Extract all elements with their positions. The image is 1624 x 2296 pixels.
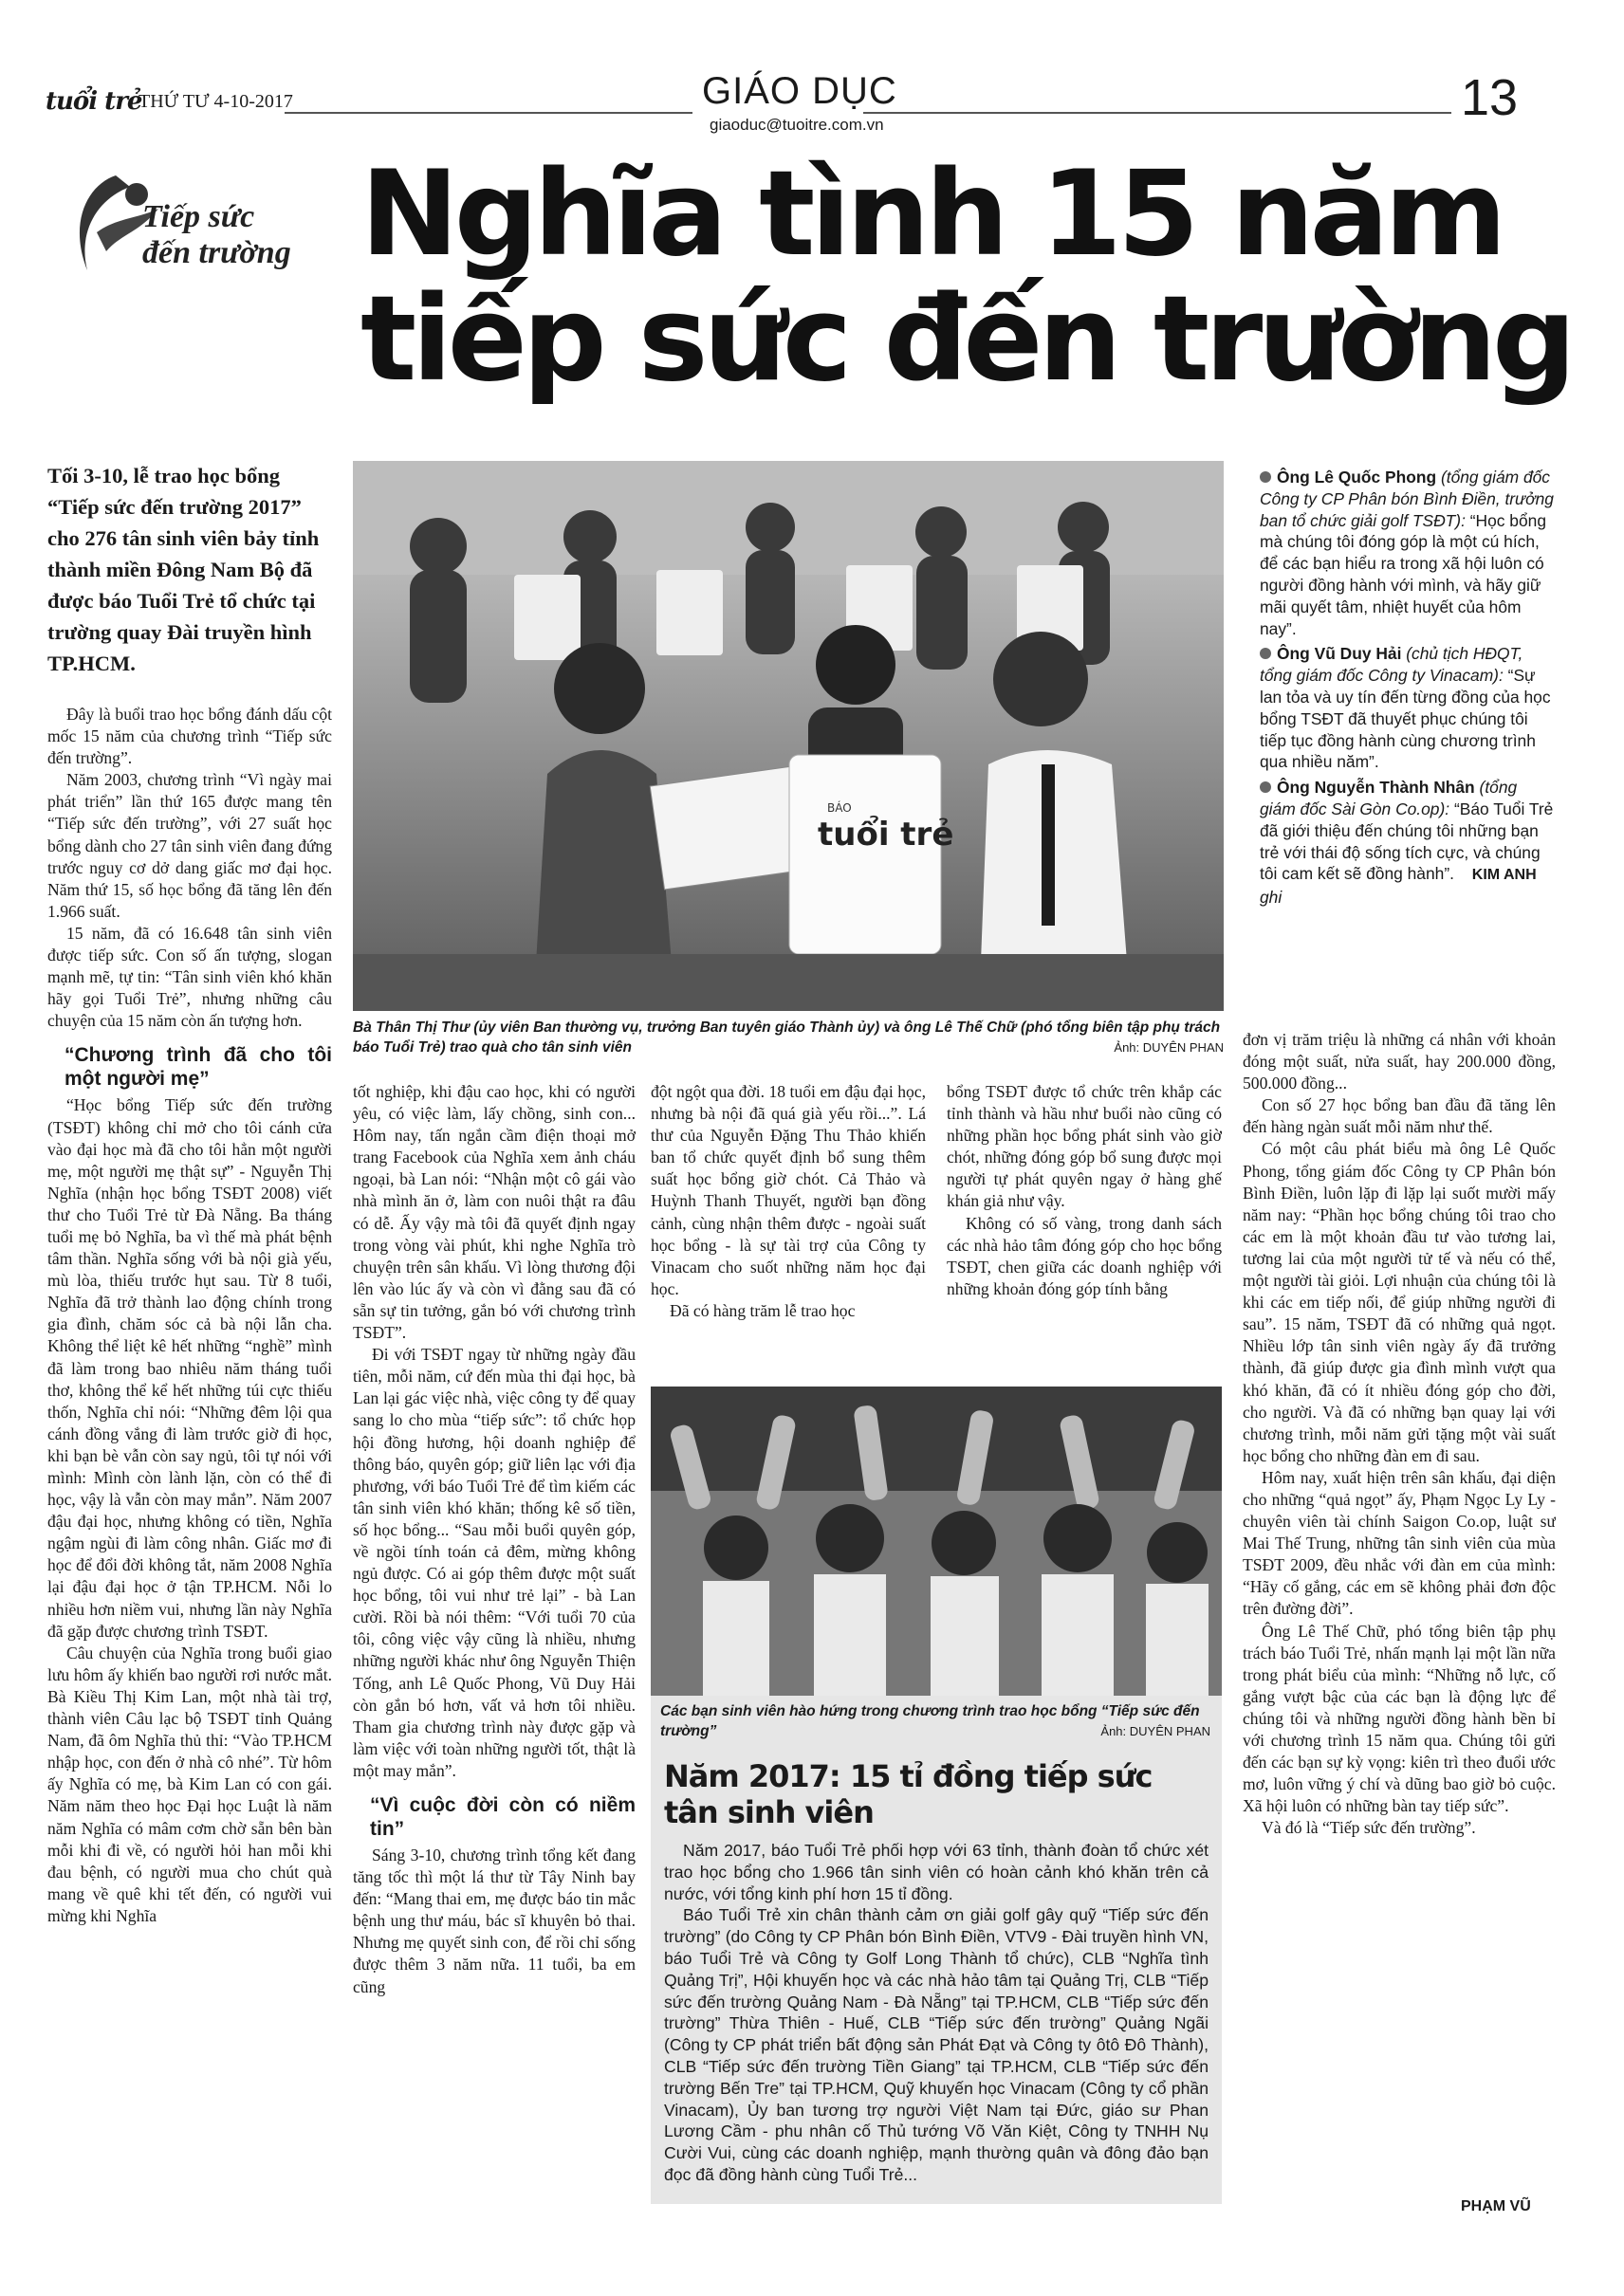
photo1-caption-text: Bà Thân Thị Thư (ủy viên Ban thường vụ, trưởng Ban tuyên giáo Thành ủy) và ông Lê Thế Chữ (phó tổng biên tập phụ trách báo Tuổi Trẻ) trao quà cho tân sinh viên [353, 1019, 1221, 1056]
paragraph: Không có số vàng, trong danh sách các nhà hảo tâm đóng góp cho học bổng TSĐT, chen giữa các doanh nghiệp với những khoản đóng góp tính bằng [947, 1213, 1222, 1298]
logo-line2: đến trường [142, 235, 291, 270]
quote-text: “Báo Tuổi Trẻ đã giới thiệu đến chúng tôi những bạn trẻ với thái độ sống tích cực, và chúng tôi cam kết sẽ đồng hành”. [1260, 799, 1554, 884]
paragraph: Ông Lê Thế Chữ, phó tổng biên tập phụ trách báo Tuổi Trẻ, nhấn mạnh lại một lần nữa trong phát biểu của mình: “Những nỗ lực, cố gắng vượt bậc của các bạn là động lực để chúng tôi và những người đồng hành bền bỉ với chương trình 15 năm qua. Chúng tôi gửi đến các bạn sự kỳ vọng: kiên trì theo đuổi ước mơ, luôn vững ý chí và dũng bao giờ bỏ cuộc. Xã hội luôn có những bàn tay tiếp sức”. [1243, 1621, 1556, 1816]
quote-item [1260, 777, 1554, 909]
paragraph: tốt nghiệp, khi đậu cao học, khi có người yêu, có việc làm, lấy chồng, sinh con... Hôm nay, tấn ngắn cầm điện thoại mở trang Facebook của Nghĩa xem ảnh cháu ngoại, bà Lan nói: “Nhận một cô gái vào nhà mình ăn ở, làm con nuôi thật ra đâu có dễ. Ấy vậy mà tôi đã quyết định ngay trong vòng vài phút, khi nghe Nghĩa trò chuyện trên sân khấu. Vì lòng thương đội lên vào lúc ấy và còn vì đằng sau đã có sẵn sự tin tưởng, gắn bó với chương trình TSĐT”. [353, 1082, 636, 1343]
article-column-3 [651, 1081, 926, 1375]
quotes-byline-suffix: ghi [1260, 888, 1283, 908]
headline-line1: Nghĩa tình 15 năm [360, 146, 1503, 283]
bullet-dot-icon [1260, 648, 1271, 659]
paragraph: Đây là buổi trao học bổng đánh dấu cột mốc 15 năm của chương trình “Tiếp sức đến trường”. [47, 705, 332, 768]
sidebar-box [651, 1387, 1222, 2204]
article-byline: PHẠM VŨ [1461, 2198, 1531, 2214]
main-photo [353, 461, 1224, 1011]
photo1-caption [353, 1018, 1224, 1057]
subheading: “Chương trình đã cho tôi một người mẹ” [65, 1044, 332, 1091]
photo2-caption-text: Các bạn sinh viên hào hứng trong chương trình trao học bổng “Tiếp sức đến trường” [660, 1703, 1200, 1739]
headline-line2: tiếp sức đến trường [360, 271, 1572, 408]
paragraph: Con số 27 học bổng ban đầu đã tăng lên đến hàng ngàn suất mỗi năm như thế. [1243, 1095, 1556, 1137]
header-rule-right [863, 112, 1451, 114]
article-column-2 [353, 1081, 636, 2219]
campaign-logo-text [142, 199, 291, 271]
quote-text: “Học bổng mà chúng tôi đóng góp là một cú hích, để các bạn hiểu ra trong xã hội luôn có người đồng hành với mình, và hãy giữ mãi quyết tâm, nhiệt huyết của hôm nay”. [1260, 510, 1546, 638]
photo1-credit: Ảnh: DUYÊN PHAN [1114, 1040, 1224, 1055]
lead-paragraph: Tối 3-10, lễ trao học bổng “Tiếp sức đến trường 2017” cho 276 tân sinh viên bảy tỉnh thành miền Đông Nam Bộ đã được báo Tuổi Trẻ tổ chức tại trường quay Đài truyền hình TP.HCM. [47, 464, 320, 675]
quote-title: (chủ tịch HĐQT, tổng giám đốc Công ty Vinacam): [1260, 644, 1523, 686]
headline [360, 146, 1594, 408]
paragraph: Và đó là “Tiếp sức đến trường”. [1262, 1818, 1476, 1838]
photo2-credit: Ảnh: DUYÊN PHAN [1100, 1724, 1210, 1738]
quotes-panel [1260, 467, 1554, 909]
quote-title: (tổng giám đốc Sài Gòn Co.op): [1260, 778, 1518, 818]
students-photo-illustration [651, 1387, 1222, 1696]
quote-item [1260, 643, 1554, 773]
section-email: giaoduc@tuoitre.com.vn [710, 116, 884, 134]
paragraph: đột ngột qua đời. 18 tuổi em đậu đại học, nhưng bà nội đã quá già yếu rồi...”. Lá thư của Nguyễn Đặng Thu Thảo khiến ban tổ chức quyết định bổ sung thêm suất học bổng giờ chót. Cả Thảo và Huỳnh Thanh Thuyết, người bạn đồng cảnh, cùng nhận thêm được - ngoài suất học bổng - là sự tài trợ của Công ty Vinacam cho suốt những năm học đại học. [651, 1082, 926, 1298]
header-rule-left [285, 112, 692, 114]
sidebar-body [664, 1840, 1209, 2186]
quote-name: Ông Nguyễn Thành Nhân [1277, 778, 1475, 798]
article-column-1 [47, 704, 332, 2221]
bullet-dot-icon [1260, 781, 1271, 793]
paragraph: Năm 2017, báo Tuổi Trẻ phối hợp với 63 tỉnh, thành đoàn tổ chức xét trao học bổng cho 1.966 tân sinh viên có hoàn cảnh khó khăn trên cả nước, với tổng kinh phí hơn 15 tỉ đồng. [664, 1841, 1209, 1903]
page-number: 13 [1461, 69, 1519, 126]
paragraph: 15 năm, đã có 16.648 tân sinh viên được tiếp sức. Con số ấn tượng, slogan mạnh mẽ, tự tin: “Tân sinh viên khó khăn hãy gọi Tuổi Trẻ”, nhưng những câu chuyện của 15 năm còn ấn tượng hơn. [47, 923, 332, 1031]
paragraph: bổng TSĐT được tổ chức trên khắp các tỉnh thành và hầu như buổi nào cũng có những phần học bổng phát sinh vào giờ chót, những đóng góp bổ sung được mọi người tự phát quyên ngay ở hàng ghế khán giả như vậy. [947, 1082, 1222, 1211]
issue-date: THỨ TƯ 4-10-2017 [138, 91, 293, 112]
quote-name: Ông Lê Quốc Phong [1277, 468, 1437, 487]
article-column-4 [947, 1081, 1222, 1375]
paragraph: Câu chuyện của Nghĩa trong buổi giao lưu hôm ấy khiến bao người rơi nước mắt. Bà Kiều Thị Kim Lan, một nhà tài trợ, thành viên Câu lạc bộ TSĐT tỉnh Quảng Nam, đã ôm Nghĩa thủ thỉ: “Vào TP.HCM nhập học, con đến ở nhà cô nhé”. Từ hôm ấy Nghĩa có mẹ, bà Kim Lan có con gái. Năm năm theo học Đại học Luật là năm năm Nghĩa có mâm cơm chờ sẵn bên bàn mỗi khi đi về, có người hỏi han mỗi khi đau bệnh, có người mua cho chút quà mang về quê khi tết đến, có người vui mừng khi Nghĩa [47, 1643, 332, 1925]
paragraph: Đi với TSĐT ngay từ những ngày đầu tiên, mỗi năm, cứ đến mùa thi đại học, bà Lan lại gác việc nhà, việc công ty để quay sang lo cho mùa “tiếp sức”: tổ chức họp hội đồng hương, hội doanh nghiệp để thông báo, quyên góp; giữ liên lạc với địa phương, với báo Tuổi Trẻ để tìm kiếm các tân sinh viên khó khăn; thống kê số tiền, số học bổng... “Sau mỗi buổi quyên góp, về ngồi tính toán cả đêm, mừng không ngủ được. Có ai góp thêm được một suất học bổng, tôi vui như trẻ lại” - bà Lan cười. Rồi bà nói thêm: “Với tuổi 70 của tôi, công việc vậy cũng là nhiều, nhưng những người khác như ông Nguyễn Thiện Tống, anh Lê Quốc Phong, Vũ Duy Hải còn gắn bó hơn, vất vả hơn tôi nhiều. Tham gia chương trình này được gặp và làm việc với toàn những người tốt, thật là một may mắn”. [353, 1345, 636, 1780]
paragraph: đơn vị trăm triệu là những cá nhân với khoản đóng một suất, nửa suất, hay 200.000 đồng, 500.000 đồng... [1243, 1030, 1556, 1093]
bag-logo: tuổi trẻ [818, 816, 954, 854]
quote-title: (tổng giám đốc Công ty CP Phân bón Bình Điền, trưởng ban tổ chức giải golf TSĐT): [1260, 468, 1554, 530]
sidebar-heading: Năm 2017: 15 tỉ đồng tiếp sức tân sinh viên [664, 1758, 1153, 1830]
paragraph: “Học bổng Tiếp sức đến trường (TSĐT) không chỉ mở cho tôi cánh cửa vào đại học mà đã cho tôi hẳn một người mẹ, một người mẹ thật sự” - Nguyễn Thị Nghĩa (nhận học bổng TSĐT 2008) viết thư cho Tuổi Trẻ từ Đà Nẵng. Ba tháng tuổi mẹ bỏ Nghĩa, ba vì thế mà phát bệnh tâm thần. Nghĩa sống với bà nội già yếu, mù lòa, thiếu trước hụt sau. Từ 8 tuổi, Nghĩa đã trở thành lao động chính trong gia đình, chăm sóc cả bà nội lẫn cha. Không thể liệt kê hết những “nghề” mình đã làm trong bao nhiêu năm tháng tuổi thơ, không thể kể hết những túi cực thiếu thốn, Nghĩa chỉ nói: “Những đêm lội qua cánh đồng vắng đi làm trước giờ đi học, khi bạn bè vẫn còn say ngủ, tôi tự nói với mình: Mình còn lành lặn, còn có thể đi học, vậy là vẫn còn may mắn”. Năm 2007 đậu đại học, nhưng không có tiền, Nghĩa ngậm ngùi đi làm công nhân. Giấc mơ đi học để đổi đời không tắt, năm 2008 Nghĩa lại đậu đại học ở tận TP.HCM. Nỗi lo nhiều hơn niềm vui, nhưng lần này Nghĩa đã gặp được chương trình TSĐT. [47, 1095, 332, 1641]
quote-item [1260, 467, 1554, 639]
quotes-byline: KIM ANH [1471, 867, 1537, 884]
paragraph: Sáng 3-10, chương trình tổng kết đang tăng tốc thì một lá thư từ Tây Ninh bay đến: “Mang thai em, mẹ được báo tin mắc bệnh ung thư máu, bác sĩ khuyên bỏ thai. Nhưng mẹ quyết sinh con, để rồi chỉ sống được thêm 3 năm nữa. 11 tuổi, ba em cũng [353, 1846, 636, 1996]
masthead-logo: tuổi trẻ [46, 87, 142, 116]
subheading: “Vì cuộc đời còn có niềm tin” [370, 1794, 636, 1840]
quote-text: “Sự lan tỏa và uy tín đến từng đồng của học bổng TSĐT đã thuyết phục chúng tôi tiếp tục đồng hành cùng chương trình qua nhiều năm”. [1260, 666, 1551, 772]
paragraph: Đã có hàng trăm lễ trao học [670, 1300, 856, 1320]
paragraph: Báo Tuổi Trẻ xin chân thành cảm ơn giải golf gây quỹ “Tiếp sức đến trường” (do Công ty CP Phân bón Bình Điền, VTV9 - Đài truyền hình VN, báo Tuổi Trẻ và Công ty Golf Long Thành tổ chức), CLB “Nghĩa tình Quảng Trị”, Hội khuyến học và các nhà hảo tâm tại Quảng Trị, CLB “Tiếp sức đến trường Quảng Nam - Đà Nẵng” tại TP.HCM, CLB “Tiếp sức đến trường” Thừa Thiên - Huế, CLB “Tiếp sức đến trường” Quảng Ngãi (Công ty CP phát triển bất động sản Phát Đạt và Công ty ôtô Đô Thành), CLB “Tiếp sức đến trường Tiền Giang” tại TP.HCM, CLB “Tiếp sức đến trường Bến Tre” tại TP.HCM, Quỹ khuyến học Vinacam (Công ty cổ phần Vinacam), Ủy ban tương trợ người Việt Nam tại Đức, giáo sư Phan Lương Cầm - phu nhân cố Thủ tướng Võ Văn Kiệt, Công ty TNHH Nụ Cười Vui, cùng các doanh nghiệp, mạnh thường quân và đông đảo bạn đọc đã đồng hành cùng Tuổi Trẻ... [664, 1905, 1209, 2184]
quote-name: Ông Vũ Duy Hải [1277, 644, 1402, 664]
section-title: GIÁO DỤC [702, 70, 897, 112]
bullet-dot-icon [1260, 471, 1271, 483]
paragraph: Hôm nay, xuất hiện trên sân khấu, đại diện cho những “quả ngọt” ấy, Phạm Ngọc Ly Ly - chuyên viên tài chính Saigon Co.op, luật sư Mai Thế Trung, những tân sinh viên của mùa TSĐT 2009, đều nhắc với đàn em của mình: “Hãy cố gắng, các em sẽ không phải đơn độc trên đường đời”. [1243, 1467, 1556, 1619]
paragraph: Có một câu phát biểu mà ông Lê Quốc Phong, tổng giám đốc Công ty CP Phân bón Bình Điền, luôn lặp đi lặp lại suốt mười mấy năm nay: “Phần học bổng chúng tôi trao cho các em là một khoản đầu tư vào tương lai, tương lai của một người tử tế và nếu có thể, một người tài giỏi. Lợi nhuận của chúng tôi là khi các em tiếp nối, để giúp những người đi sau”. 15 năm, TSĐT đã có những quả ngọt. Nhiều lớp tân sinh viên ngày ấy đã trưởng thành, đã giúp được gia đình mình vượt qua khó khăn, đã có ít nhiều đóng góp cho đời, cho người. Và đã có những bạn quay lại với chương trình, mỗi năm gửi tặng một vài suất học bổng cho những đàn em đi sau. [1243, 1139, 1556, 1465]
ceremony-photo-illustration [353, 461, 1224, 1011]
paragraph: Năm 2003, chương trình “Vì ngày mai phát triển” lần thứ 165 được mang tên “Tiếp sức đến trường”, với 27 suất học bổng dành cho 27 tân sinh viên đang đứng trước nguy cơ dở dang giấc mơ đại học. Năm thứ 15, số học bổng đã tăng lên đến 1.966 suất. [47, 770, 332, 921]
bag-logo-small: BÁO [827, 801, 852, 815]
article-column-5 [1243, 1029, 1556, 2186]
logo-line1: Tiếp sức [142, 199, 255, 234]
photo2-caption [660, 1701, 1210, 1741]
